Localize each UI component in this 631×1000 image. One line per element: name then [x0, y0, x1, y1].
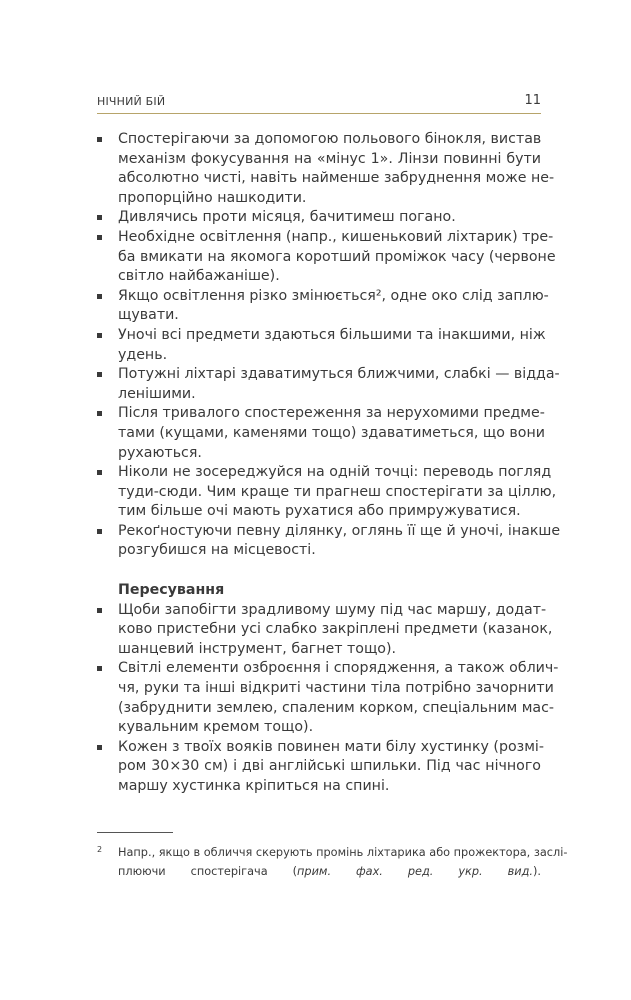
bullet-square-icon: [97, 235, 102, 240]
text-line: Уночі всі предмети здаються більшими та інакшими, ніж: [118, 326, 546, 343]
page-body: [97, 130, 561, 797]
bullet-item: [97, 326, 546, 365]
footnote-mark: 2: [97, 845, 103, 854]
text-line: тами (кущами, каменями тощо) здаватиметься, що вони: [118, 424, 545, 441]
footnote: [97, 843, 568, 881]
bullet-item: [97, 522, 561, 561]
bullet-square-icon: [97, 411, 102, 416]
text-line: ром 30×30 см) і дві англійські шпильки. Під час нічного: [118, 758, 541, 775]
running-header: [97, 93, 541, 114]
bullet-square-icon: [97, 470, 102, 475]
footnote-text: плюючи спостерігача (: [118, 865, 298, 878]
text-line: чя, руки та інші відкриті частини тіла потрібно зачорнити: [118, 680, 554, 697]
bullet-item: [97, 463, 557, 522]
bullet-square-icon: [97, 333, 102, 338]
footnote-line: [118, 862, 541, 881]
bullet-square-icon: [97, 529, 102, 534]
text-line: (забруднити землею, спаленим корком, спеціальним мас-: [118, 699, 555, 716]
text-line: ленішими.: [118, 385, 196, 402]
footnote-text: ).: [533, 865, 542, 878]
text-line: Потужні ліхтарі здаватимуться ближчими, слабкі — відда-: [118, 366, 560, 383]
bullet-item: [97, 659, 559, 737]
bullet-item: [97, 365, 560, 404]
text-line: ба вмикати на якомога коротший проміжок часу (червоне: [118, 248, 556, 265]
text-line: світло найбажаніше).: [118, 268, 280, 285]
text-line: маршу хустинка кріпиться на спині.: [118, 778, 390, 794]
text-line: механізм фокусування на «мінус 1». Лінзи повинні бути: [118, 150, 541, 167]
bullet-item: [97, 287, 549, 326]
observation-list: [97, 130, 561, 561]
text-line: Після тривалого спостереження за нерухомими предме-: [118, 405, 545, 422]
bullet-square-icon: [97, 666, 102, 671]
text-line: Якщо освітлення різко змінюється², одне око слід заплю-: [118, 287, 549, 304]
text-line: розгубишся на місцевості.: [118, 542, 316, 559]
bullet-item: [97, 738, 544, 797]
footnote-editor-note: прим. фах. ред. укр. вид.: [297, 865, 534, 878]
bullet-item: [97, 601, 553, 660]
movement-list: [97, 601, 559, 797]
text-line: Спостерігаючи за допомогою польового бінокля, вистав: [118, 131, 542, 147]
text-line: туди-сюди. Чим краще ти прагнеш спостерігати за ціллю,: [118, 483, 557, 500]
bullet-square-icon: [97, 294, 102, 299]
text-line: пропорційно нашкодити.: [118, 189, 307, 206]
running-title: НІЧНИЙ БІЙ: [97, 95, 166, 108]
page-number: 11: [524, 93, 541, 108]
text-line: рухаються.: [118, 444, 202, 461]
section-heading: Пересування: [118, 582, 225, 599]
footnote-line: Напр., якщо в обличчя скерують промінь ліхтарика або прожектора, заслі-: [118, 846, 568, 859]
text-line: Ніколи не зосереджуйся на одній точці: переводь погляд: [118, 464, 552, 481]
footnote-divider: [97, 832, 173, 833]
text-line: Щоби запобігти зрадливому шуму під час маршу, додат-: [118, 601, 547, 618]
bullet-square-icon: [97, 372, 102, 377]
bullet-square-icon: [97, 608, 102, 613]
text-line: Кожен з твоїх вояків повинен мати білу хустинку (розмі-: [118, 738, 544, 755]
text-line: Рекоґностуючи певну ділянку, оглянь її ще й уночі, інакше: [118, 522, 561, 539]
text-line: ково пристебни усі слабко закріплені предмети (казанок,: [118, 621, 553, 638]
text-line: Дивлячись проти місяця, бачитимеш погано.: [118, 209, 456, 226]
bullet-item: [97, 208, 541, 228]
text-line: Світлі елементи озброєння і спорядження, а також облич-: [118, 660, 559, 677]
text-line: абсолютно чисті, навіть найменше забруднення може не-: [118, 170, 555, 187]
text-line: Необхідне освітлення (напр., кишеньковий ліхтарик) тре-: [118, 228, 554, 245]
bullet-item: [97, 228, 556, 287]
text-line: кувальним кремом тощо).: [118, 719, 314, 736]
bullet-item: [97, 130, 555, 208]
text-line: тим більше очі мають рухатися або примружуватися.: [118, 503, 521, 520]
bullet-item: [97, 404, 545, 463]
bullet-square-icon: [97, 137, 102, 142]
text-line: удень.: [118, 346, 168, 363]
text-line: шанцевий інструмент, багнет тощо).: [118, 640, 397, 657]
bullet-square-icon: [97, 745, 102, 750]
bullet-square-icon: [97, 215, 102, 220]
text-line: щувати.: [118, 307, 179, 324]
